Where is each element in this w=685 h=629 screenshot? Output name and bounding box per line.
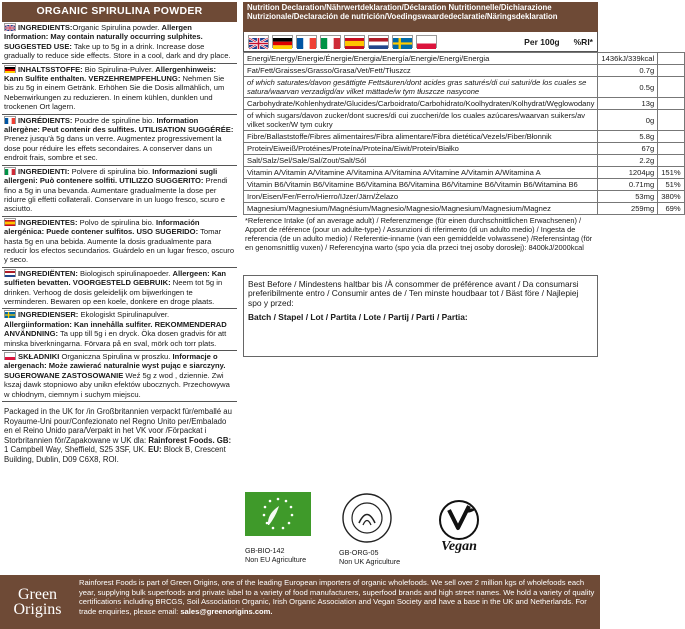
eu-code: GB-BIO-142: [245, 546, 285, 555]
best-before-box: [243, 275, 598, 357]
green-origins-logo: [0, 575, 75, 629]
nutrient-ri: [658, 143, 684, 155]
vegan-text: Vegan: [441, 539, 477, 554]
nutrient-label: Vitamin B6/Vitamin B6/Vitamine B6/Vitamina B6/Vitamina B6/Vitamine B6/Vitamin B6/Witamina B6: [244, 179, 598, 191]
language-block-pl: [2, 351, 237, 402]
nutrient-label: Iron/Eisen/Fer/Ferro/Hierro/IJzer/Järn/Żelazo: [244, 191, 598, 203]
ingredients-text: Bio Spirulina-Pulver.: [82, 64, 156, 74]
ingredients-text: Organic Spirulina powder.: [72, 23, 162, 32]
nutrient-label: Fat/Fett/Graisses/Grasso/Grasa/Vet/Fett/Tłuszcz: [244, 65, 598, 77]
nutrient-value: 0.5g: [598, 77, 658, 98]
language-block-es: [2, 217, 237, 268]
usage-text: Prendi fino a 5g in una bevanda. Aumentare gradualmente la dose per ridurre gli effetti collaterali. Conservare in un luogo fresco, scuro e asciutto.: [4, 176, 228, 214]
nutrient-value: 0.7g: [598, 65, 658, 77]
best-before-label: Best Before / Mindestens haltbar bis /À consommer de préférence avant / Da consumarsi preferibilmente entro / Consumir antes de / Ten minste houdbaar tot / Bäst före / Najlepiej spo y przed:: [248, 278, 579, 309]
nutrition-row: [244, 167, 685, 179]
product-title: ORGANIC SPIRULINA POWDER: [2, 2, 237, 22]
allergen-heading: Información alergénica: Puede contener sulfitos. USO SUGERIDO:: [4, 217, 200, 237]
reference-intake-note: *Reference Intake (of an average adult) / Referenzmenge (für einen durchschnittlichen Erwachsenen) / Apport de référence (pour un adulte-type) / Assunzioni di riferimento (di un adulto medio) / Ingesta de referencia (de un adulto medio) / Referentie-inname (van een gemiddelde volwassene) /Referensintag (för en genomsnittlig vuxen) / Referencyjna warto (spo ycia dla przeci tnej osoby dorosłej): 8400kJ/2000kcal: [245, 216, 593, 252]
flag-gb-icon: [4, 23, 16, 31]
nutrition-header-row: [243, 32, 598, 52]
language-block-gb: [2, 22, 237, 64]
eu-sub: Non EU Agriculture: [245, 554, 307, 564]
nutrient-label: Energi/Energy/Energie/Énergie/Energia/Energía/Energie/Energi/Energia: [244, 53, 598, 65]
ingredients-heading: INGREDIENTS:: [18, 23, 73, 32]
nutrient-ri: [658, 110, 684, 131]
ingredients-heading: SKŁADNIKI: [18, 352, 60, 361]
packed-eu-address: Block B, Crescent Building, Dublin, D09 C6X8, ROI.: [4, 445, 226, 464]
flag-es-icon: [4, 218, 16, 226]
ingredients-text: Organiczna Spirulina w proszku.: [59, 352, 173, 361]
nutrition-row: [244, 77, 685, 98]
nutrient-value: 13g: [598, 98, 658, 110]
language-block-nl: [2, 268, 237, 310]
flag-nl-icon: [4, 269, 16, 277]
usage-text: Weź 5g z wod , dziennie. Zwi kszaj dawk stopniowo aby unikn efektów ubocznych. Przechowywa w chłodnym, ciemnym i suchym miejscu.: [4, 370, 230, 399]
nutrient-value: 5.8g: [598, 131, 658, 143]
ingredients-text: Biologisch spirulinapoeder.: [77, 268, 173, 278]
language-block-de: [2, 64, 237, 115]
nutrition-row: [244, 131, 685, 143]
flag-it-icon: [320, 35, 341, 48]
usage-text: Neem tot 5g in drinken. Verhoog de dosis geleidelijk om bijwerkingen te verminderen. Bewaren op een koele, donkere en droge plaats.: [4, 278, 223, 306]
ingredients-heading: INGREDIËNTEN:: [18, 268, 78, 278]
nutrient-value: 1436kJ/339kcal: [598, 53, 658, 65]
language-block-fr: [2, 115, 237, 166]
packed-brand: Rainforest Foods.: [148, 435, 215, 445]
flag-it-icon: [4, 167, 16, 175]
flag-fr-icon: [4, 116, 16, 124]
nutrient-label: Fibre/Ballaststoffe/Fibres alimentaires/Fibra alimentare/Fibra dietética/Vezels/Fiber/Błonnik: [244, 131, 598, 143]
ingredients-heading: INGRÉDIENTS:: [18, 115, 73, 125]
language-block-se: [2, 309, 237, 351]
usage-text: Ta upp till 5g i en dryck. Öka dosen gradvis för att minska biverkningarna. Förvara på en sval, mörk och torr plats.: [4, 329, 227, 348]
allergen-heading: Allergenhinweis: Kann Sulfite enthalten. VERZEHREMPFEHLUNG:: [4, 64, 217, 84]
nutrition-row: [244, 98, 685, 110]
nutrient-ri: [658, 131, 684, 143]
soil-association-logo: [339, 492, 419, 566]
flag-de-icon: [272, 35, 293, 48]
ri-header: %RI*: [573, 36, 593, 47]
nutrient-ri: 51%: [658, 179, 684, 191]
nutrition-row: [244, 53, 685, 65]
nutrition-row: [244, 110, 685, 131]
flag-pl-icon: [416, 35, 437, 48]
vegan-logo: [431, 498, 491, 557]
soil-code: GB-ORG-05: [339, 548, 379, 557]
nutrient-value: 0.71mg: [598, 179, 658, 191]
footer-text: [75, 575, 600, 629]
flag-strip: [248, 35, 437, 48]
nutrient-ri: 380%: [658, 191, 684, 203]
packed-text: Packaged in the UK for /in Großbritannien verpackt für/emballé au Royaume-Uni pour/Confezionato nel Regno Unito per/Embalado en el Reino Unido para/Verpakt in het VK voor /Förpackat i Storbritannien för/Zapakowane w UK dla:: [4, 407, 232, 445]
flag-gb-icon: [248, 35, 269, 48]
ingredients-heading: INHALTSSTOFFE:: [18, 64, 83, 74]
nutrient-ri: 69%: [658, 203, 684, 215]
ingredients-heading: INGREDIENTI:: [18, 166, 70, 176]
allergen-heading: Information allergène: Peut contenir des sulfites. UTILISATION SUGGÉRÉE:: [4, 115, 234, 135]
packed-gb-address: 1 Campbell Way, Sheffield, S25 3SF, UK.: [4, 445, 149, 455]
allergen-heading: Informacje o alergenach: Może zawierać naturalnie wyst pując e siarczyny. SUGEROWANE ZASTOSOWANIE: [4, 352, 226, 380]
flag-nl-icon: [368, 35, 389, 48]
nutrition-table: [243, 52, 685, 215]
usage-text: Take up to 5g in a drink. Increase dose gradually to reduce side effects. Store in a cool, dark and dry place.: [4, 41, 231, 61]
brand-word-1: Green: [17, 586, 58, 603]
usage-text: Nehmen Sie bis zu 5g in einem Getränk. Erhöhen Sie die Dosis allmählich, um Nebenwirkungen zu reduzieren. In einem kühlen, dunklen und trockenen Ort lagern.: [4, 74, 225, 112]
packaged-info: [2, 402, 237, 465]
nutrition-row: [244, 179, 685, 191]
soil-association-icon: [339, 492, 395, 544]
nutrient-ri: 151%: [658, 167, 684, 179]
language-block-it: [2, 166, 237, 217]
per-100g-header: Per 100g: [524, 36, 560, 47]
allergen-heading: Allergiinformation: Kan innehålla sulfiter. REKOMMENDERAD ANVÄNDNING:: [4, 319, 227, 339]
nutrient-label: Vitamin A/Vitamin A/Vitamine A/Vitamina A/Vitamina A/Vitamine A/Vitamin A/Witamina A: [244, 167, 598, 179]
batch-label: Batch / Stapel / Lot / Partita / Lote / Partij / Parti / Partia:: [248, 312, 468, 323]
vegan-sunflower-icon: [431, 498, 487, 552]
footer-bar: [0, 575, 600, 629]
usage-text: Prenez jusqu'à 5g dans un verre. Augmentez progressivement la dose pour réduire les effets secondaires. A conserver dans un endroit frais, sombre et sec.: [4, 134, 222, 163]
allergen-heading: Allergeen: Kan sulfieten bevatten. VOORGESTELD GEBRUIK:: [4, 268, 227, 288]
nutrient-value: 259mg: [598, 203, 658, 215]
ingredients-text: Poudre de spiruline bio.: [72, 115, 157, 125]
footer-email[interactable]: sales@greenorigins.com.: [180, 606, 273, 616]
nutrient-ri: [658, 98, 684, 110]
nutrient-ri: [658, 77, 684, 98]
packed-eu-label: EU:: [148, 445, 162, 455]
nutrient-ri: [658, 155, 684, 167]
ingredients-text: Polvere di spirulina bio.: [69, 166, 153, 176]
nutrition-row: [244, 191, 685, 203]
nutrition-row: [244, 65, 685, 77]
flag-es-icon: [344, 35, 365, 48]
nutrient-value: 67g: [598, 143, 658, 155]
eu-organic-logo: [245, 492, 315, 564]
certification-logos: [243, 492, 598, 572]
nutrient-label: Salt/Salz/Sel/Sale/Sal/Zout/Salt/Sól: [244, 155, 598, 167]
nutrient-value: 53mg: [598, 191, 658, 203]
nutrient-label: Carbohydrate/Kohlenhydrate/Glucides/Carboidrato/Carbohidrato/Koolhydraten/Kolhydrat/Węglowodany: [244, 98, 598, 110]
footer-body: Rainforest Foods is part of Green Origins, one of the leading European importers of organic wholefoods. We sell over 2 million kgs of wholefoods each year, supplying bulk superfoods and private label to a variety of food manufacturers, superfood brands and high street names. We hold a variety of quality certifications including BRCGS, Soil Association Organic, Irish Organic Association and Vegan Society and have a base in the UK and Netherlands. For trade enquiries, please email:: [79, 578, 595, 616]
nutrition-row: [244, 155, 685, 167]
language-blocks: [2, 22, 237, 402]
ingredients-text: Ekologiskt Spirulinapulver.: [78, 310, 170, 320]
nutrition-row: [244, 143, 685, 155]
soil-sub: Non UK Agriculture: [339, 556, 401, 566]
nutrient-ri: [658, 53, 684, 65]
nutrition-heading: Nutrition Declaration/Nährwertdeklaration/Déclaration Nutritionnelle/Dichiarazione Nutrizionale/Declaración de nutrición/Voedingswaardedeclaratie/Näringsdeklaration: [243, 2, 598, 32]
packed-gb-label: GB:: [214, 435, 232, 445]
nutrient-label: of which saturates/davon gesättigte Fettsäuren/dont acides gras saturés/di cui saturi/de los cuales se satura/waarvan verzadigd/av vilket mättade/w tym tłuszcze nasycone: [244, 77, 598, 98]
ingredients-heading: INGREDIENTES:: [18, 217, 78, 227]
usage-text: Tomar hasta 5g en una bebida. Aumente la dosis gradualmente para reducir los efectos secundarios. Guárdelo en un lugar fresco, oscuro y seco.: [4, 227, 235, 265]
flag-se-icon: [392, 35, 413, 48]
nutrient-ri: [658, 65, 684, 77]
brand-word-2: Origins: [13, 601, 62, 618]
nutrition-panel: [243, 2, 681, 566]
flag-fr-icon: [296, 35, 317, 48]
ingredients-text: Polvo de spirulina bio.: [77, 217, 157, 227]
nutrient-value: 0g: [598, 110, 658, 131]
nutrient-label: of which sugars/davon zucker/dont sucres/di cui zuccheri/de los cuales azúcares/waarvan suikers/av vilket socker/W tym cukry: [244, 110, 598, 131]
ingredients-panel: [2, 2, 237, 573]
nutrient-label: Protein/Eiweiß/Protéines/Proteína/Proteína/Eiwit/Protein/Białko: [244, 143, 598, 155]
nutrient-value: 2.2g: [598, 155, 658, 167]
flag-de-icon: [4, 65, 16, 73]
nutrition-row: [244, 203, 685, 215]
nutrient-label: Magnesium/Magnesium/Magnésium/Magnesio/Magnesio/Magnesium/Magnesium/Magnez: [244, 203, 598, 215]
flag-se-icon: [4, 310, 16, 318]
ingredients-heading: INGREDIENSER:: [18, 310, 79, 320]
flag-pl-icon: [4, 352, 16, 360]
nutrient-value: 1204μg: [598, 167, 658, 179]
allergen-heading: Informazioni sugli allergeni: Può contenere solfiti. UTILIZZO SUGGERITO:: [4, 166, 218, 186]
eu-leaf-icon: [245, 492, 311, 536]
allergen-heading: Allergen Information: May contain naturally occurring sulphites. SUGGESTED USE:: [4, 23, 203, 51]
